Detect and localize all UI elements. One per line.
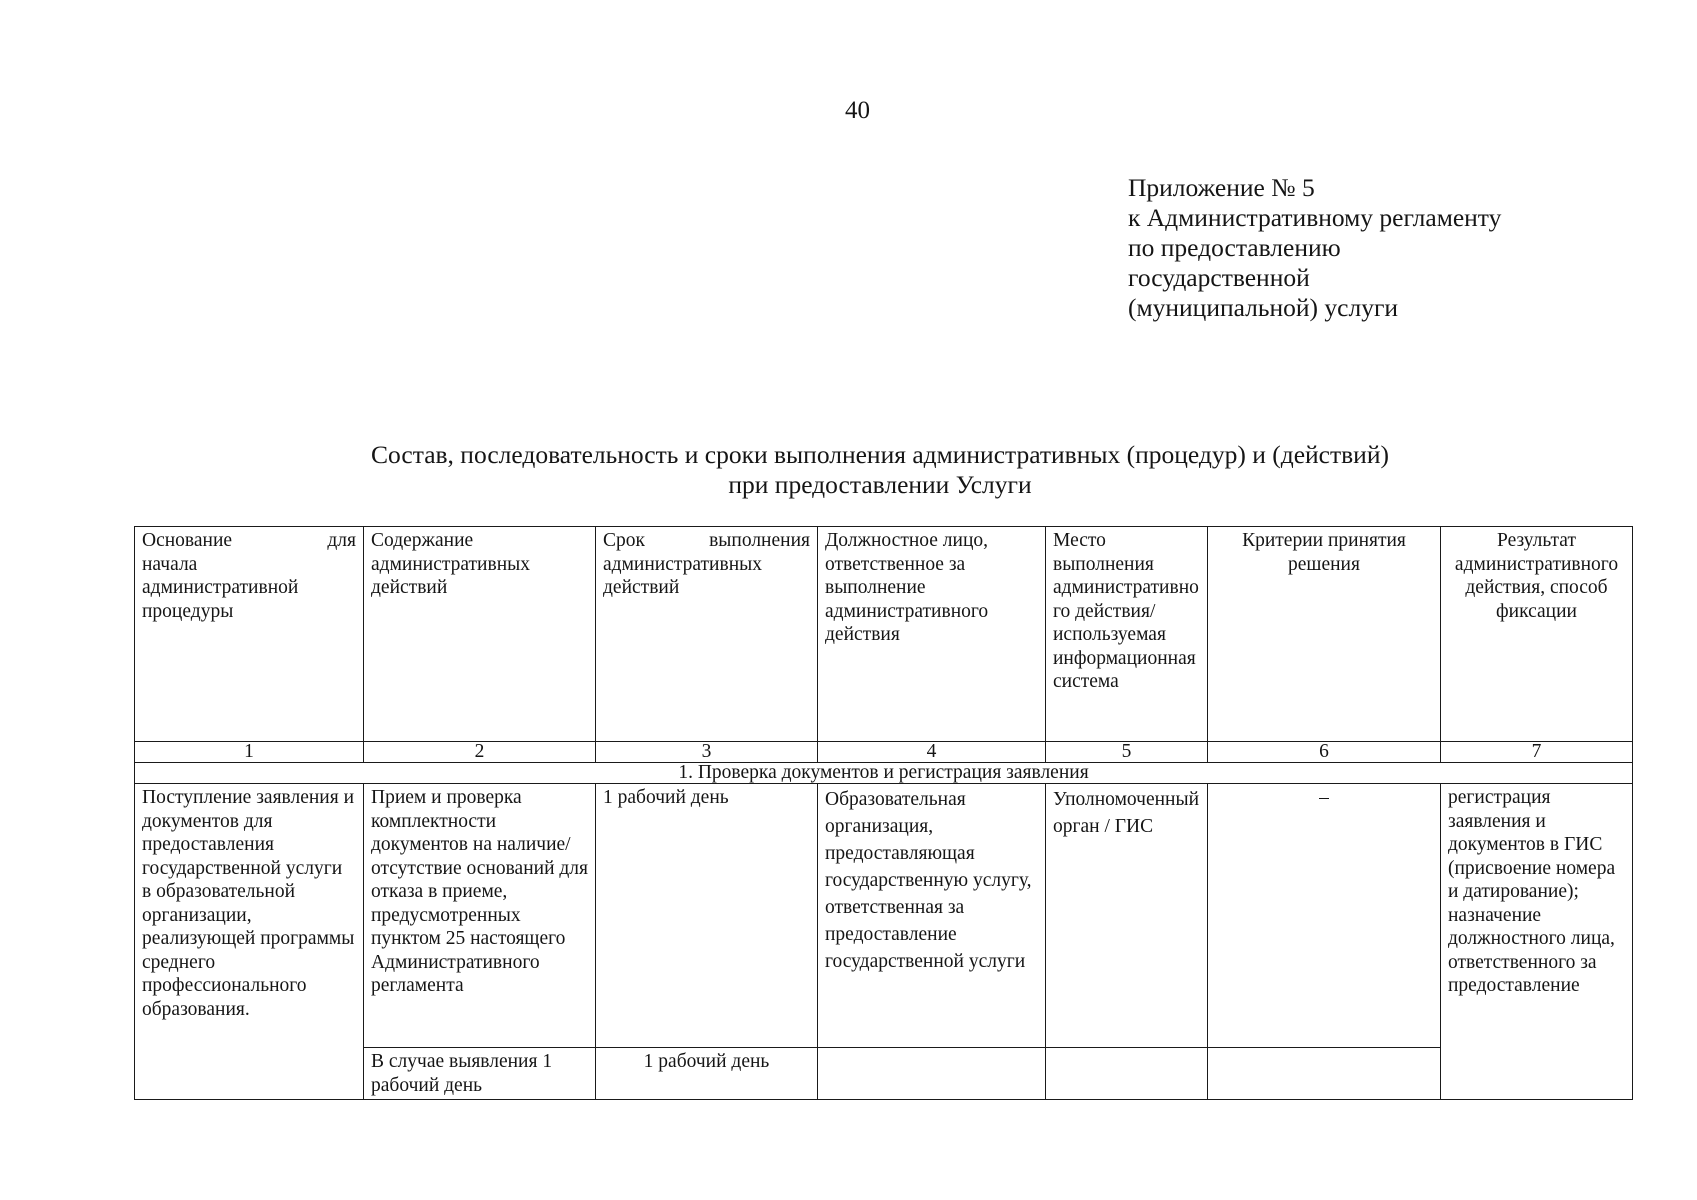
- page-number: 40: [845, 97, 870, 124]
- column-number: 7: [1441, 742, 1633, 763]
- appendix-line: к Административному регламенту: [1128, 203, 1502, 232]
- column-number: 4: [818, 742, 1046, 763]
- header-text: выполнения: [709, 530, 810, 551]
- table-row: [135, 784, 1633, 1048]
- header-text: начала административной процедуры: [142, 553, 299, 622]
- appendix-heading: [1128, 173, 1501, 323]
- header-cell-criteria: [1208, 527, 1441, 742]
- stage-title: 1. Проверка документов и регистрация заявления: [135, 763, 1633, 784]
- procedures-table: [134, 526, 1633, 1100]
- appendix-line: (муниципальной) услуги: [1128, 293, 1399, 322]
- column-numbers-row: [135, 742, 1633, 763]
- cell-criteria: –: [1208, 784, 1441, 1048]
- header-text: Должностное лицо, ответственное за выполнение административного действия: [825, 530, 989, 645]
- column-number: 3: [596, 742, 818, 763]
- cell-content: Прием и проверка комплектности документов на наличие/отсутствие оснований для отказа в приеме, предусмотренных пунктом 25 настоящего Административного регламента: [364, 784, 596, 1048]
- appendix-line: государственной: [1128, 263, 1310, 292]
- cell-content: В случае выявления 1 рабочий день: [364, 1048, 596, 1100]
- cell-term: 1 рабочий день: [596, 1048, 818, 1100]
- header-text: Результат административного действия, способ фиксации: [1454, 530, 1619, 622]
- appendix-line: Приложение № 5: [1128, 173, 1315, 202]
- cell-place-empty: [1046, 1048, 1208, 1100]
- header-text: Содержание административных действий: [371, 530, 530, 598]
- header-cell-result: [1441, 527, 1633, 742]
- stage-row: [135, 763, 1633, 784]
- cell-criteria-empty: [1208, 1048, 1441, 1100]
- appendix-line: по предоставлению: [1128, 233, 1341, 262]
- cell-term: 1 рабочий день: [596, 784, 818, 1048]
- header-text: административных действий: [603, 553, 762, 598]
- header-text: Место выполнения административного действия/ используемая информационная система: [1053, 530, 1199, 692]
- header-cell-content: [364, 527, 596, 742]
- column-number: 1: [135, 742, 364, 763]
- header-text: Срок: [603, 530, 645, 551]
- header-cell-place: [1046, 527, 1208, 742]
- column-number: 5: [1046, 742, 1208, 763]
- cell-official: Образовательная организация, предоставляющая государственную услугу, ответственная за предоставление государственной услуги: [818, 784, 1046, 1048]
- header-cell-official: [818, 527, 1046, 742]
- column-number: 6: [1208, 742, 1441, 763]
- header-text: для: [327, 530, 356, 551]
- table-header-row: [135, 527, 1633, 742]
- cell-official-empty: [818, 1048, 1046, 1100]
- cell-place: Уполномоченный орган / ГИС: [1046, 784, 1208, 1048]
- header-cell-term: [596, 527, 818, 742]
- cell-result: регистрация заявления и документов в ГИС (присвоение номера и датирование); назначение должностного лица, ответственного за предоставление: [1441, 784, 1633, 1100]
- cell-basis: Поступление заявления и документов для предоставления государственной услуги в образовательной организации, реализующей программы среднего профессионального образования.: [135, 784, 364, 1100]
- document-title-line-2: при предоставлении Услуги: [728, 470, 1032, 499]
- document-title: [140, 440, 1620, 500]
- header-cell-basis: [135, 527, 364, 742]
- column-number: 2: [364, 742, 596, 763]
- document-title-line-1: Состав, последовательность и сроки выполнения административных (процедур) и (действий): [371, 440, 1389, 469]
- header-text: Основание: [142, 530, 233, 551]
- header-text: Критерии принятия решения: [1242, 530, 1406, 575]
